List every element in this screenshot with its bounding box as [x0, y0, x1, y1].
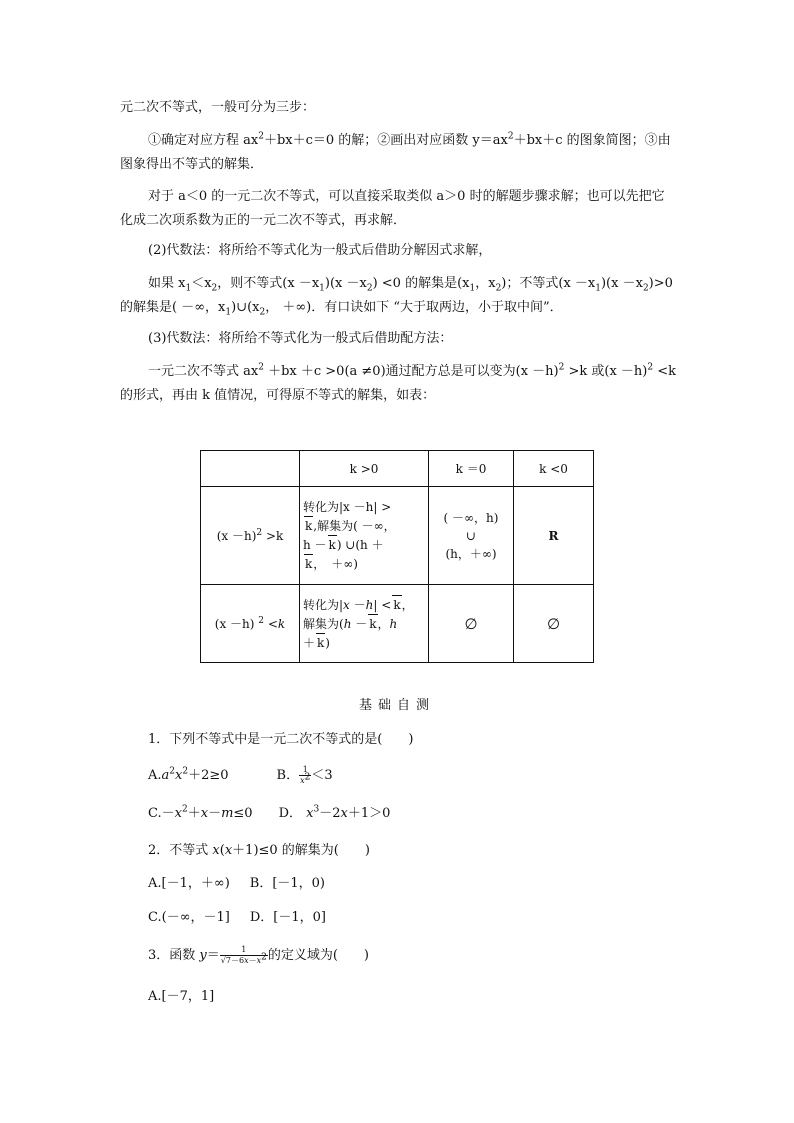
question-2-option-a: A.[－1，＋∞) — [148, 876, 230, 891]
table-row2-k-zero: ∅ — [429, 585, 514, 663]
paragraph-completing-square-detail: 一元二次不等式 $ax^2 +bx +c >0(a \ne 0)$通过配方总是可以变为$(x -h)^2 >k$ 或$(x -h)^2 <k$ 的形式，再由 k 值情况，可得原不等式的解集，如表： — [120, 362, 677, 403]
table-row — [201, 585, 594, 663]
section-title: 基础自测 — [358, 698, 435, 713]
table-header-k-negative: k <0 — [514, 451, 594, 487]
table-row — [201, 487, 594, 585]
question-1-stem: 1．下列不等式中是一元二次不等式的是( ) — [148, 732, 414, 747]
table-row2-k-positive: 转化为|x －h| < k， 解集为(h － k，h ＋ k) — [300, 585, 429, 663]
paragraph-factoring-result: 如果 $x_1<x_2$，则不等式$(x -x_1)(x -x_2) <0$ 的解集是($x_1$，$x_2$)；不等式$(x -x_1)(x -x_2)>0$ 的解集是( －∞，$x_1)\cup(x_2$， ＋∞)．有口诀如下 “大于取两边，小于取中间”． — [120, 276, 673, 318]
question-2-stem: 2．不等式 x(x＋1)≤0 的解集为( ) — [148, 843, 370, 858]
table-row1-k-zero: ( －∞，h) ∪ (h，＋∞) — [429, 487, 514, 585]
question-3-option-a: A.[－7，1] — [148, 989, 215, 1004]
table-header-row — [201, 451, 594, 487]
table-header-empty — [201, 451, 300, 487]
question-2-option-c: C.(－∞，－1] — [148, 910, 230, 925]
table-header-k-zero: k ＝0 — [429, 451, 514, 487]
question-1-options-ab: $A.a^2x^2+2\ge 0$ B． $\frac{1}{x^2}$ ＜3 — [148, 765, 333, 785]
paragraph-factoring-method: (2)代数法：将所给不等式化为一般式后借助分解因式求解， — [148, 243, 492, 258]
paragraph-intro: 元二次不等式，一般可分为三步： — [120, 100, 316, 115]
question-2-options-cd — [148, 907, 326, 929]
paragraph-negative-a: 对于 a＜0 的一元二次不等式，可以直接采取类似 a＞0 时的解题步骤求解；也可以先把它化成二次项系数为正的一元二次不等式，再求解． — [120, 189, 665, 228]
table-row1-k-negative: R — [514, 487, 594, 585]
solution-table — [200, 450, 594, 663]
question-2-option-d: D．[－1，0] — [249, 910, 326, 925]
question-2-options-ab — [148, 873, 325, 895]
table-row1-k-positive: 转化为|x －h| > k,解集为( －∞， h － k) ∪(h ＋ k， ＋∞) — [300, 487, 429, 585]
table-header-k-positive: k >0 — [300, 451, 429, 487]
table-row2-label: (x －h) $^2$ <k — [201, 585, 300, 663]
table-row2-k-negative: ∅ — [514, 585, 594, 663]
paragraph-steps: ①确定对应方程 $ax^2+bx+c=0$ 的解；②画出对应函数 $y=ax^2+bx+c$ 的图象简图；③由图象得出不等式的解集． — [120, 131, 671, 172]
question-3-stem: 3．函数 y＝ $\frac{1}{√7-6x-x^2}$ 的定义域为( ) — [148, 945, 369, 965]
table-row1-label: $(x -h)^2 >k$ — [201, 487, 300, 585]
paragraph-completing-square: (3)代数法：将所给不等式化为一般式后借助配方法： — [148, 331, 453, 346]
question-1-options-cd: $C.-x^2+x-m\le 0$ D． $x^3-2x+1>0$ — [148, 804, 391, 821]
question-2-option-b: B．[－1，0) — [249, 876, 326, 891]
